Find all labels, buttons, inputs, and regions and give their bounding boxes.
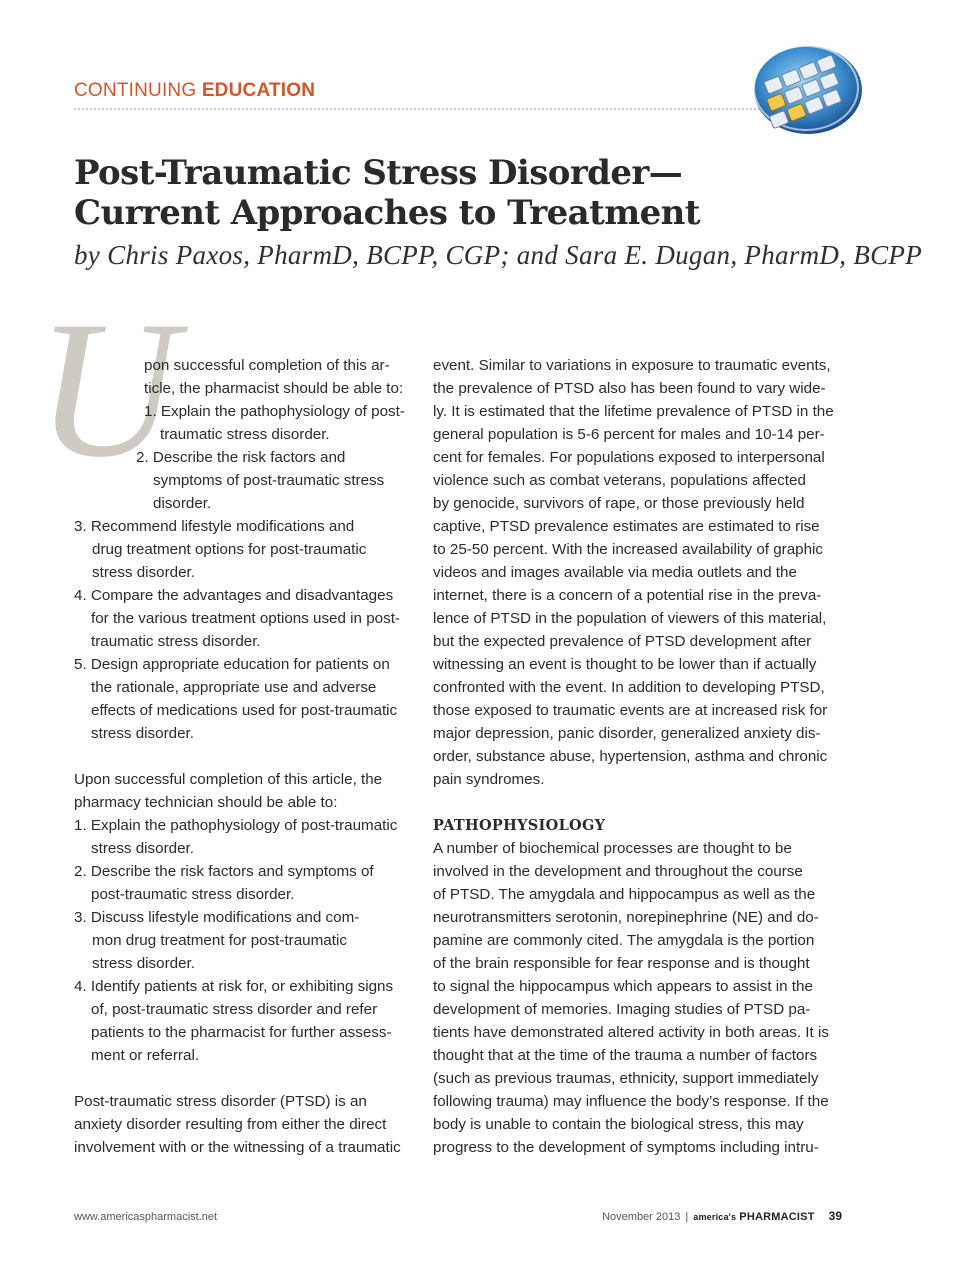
left-line: stress disorder.	[91, 725, 194, 742]
intro-line: captive, PTSD prevalence estimates are estimated to rise	[433, 518, 820, 535]
pathophysiology-heading: PATHOPHYSIOLOGY	[433, 817, 606, 834]
patho-line: following trauma) may influence the body’s response. If the	[433, 1093, 829, 1110]
patho-line: of the brain responsible for fear response and is thought	[433, 955, 810, 972]
left-line: 4. Compare the advantages and disadvantages	[74, 587, 394, 604]
intro-line: pain syndromes.	[433, 771, 545, 788]
header-divider	[74, 108, 764, 110]
intro-line: those exposed to traumatic events are at increased risk for	[433, 702, 828, 719]
patho-line: thought that at the time of the trauma a number of factors	[433, 1047, 818, 1064]
left-line: symptoms of post-traumatic stress	[153, 472, 385, 489]
left-line: drug treatment options for post-traumatic	[92, 541, 367, 558]
page-number: 39	[828, 1209, 842, 1223]
left-line: stress disorder.	[91, 840, 194, 857]
patho-line: A number of biochemical processes are thought to be	[433, 840, 792, 857]
left-line: 2. Describe the risk factors and	[136, 449, 346, 466]
intro-line: major depression, panic disorder, generalized anxiety dis-	[433, 725, 821, 742]
left-line: anxiety disorder resulting from either the direct	[74, 1116, 387, 1133]
drop-cap: U	[36, 281, 178, 498]
intro-line: violence such as combat veterans, populations affected	[433, 472, 806, 489]
patho-line: (such as previous traumas, ethnicity, support immediately	[433, 1070, 819, 1087]
left-line: post-traumatic stress disorder.	[91, 886, 295, 903]
left-line: traumatic stress disorder.	[91, 633, 261, 650]
left-line: involvement with or the witnessing of a traumatic	[74, 1139, 401, 1156]
article-title-line1: Post-Traumatic Stress Disorder—	[74, 153, 683, 193]
intro-line: confronted with the event. In addition to developing PTSD,	[433, 679, 825, 696]
left-line	[74, 745, 419, 768]
intro-line: event. Similar to variations in exposure to traumatic events,	[433, 357, 831, 374]
article-byline: by Chris Paxos, PharmD, BCPP, CGP; and Sara E. Dugan, PharmD, BCPP	[74, 240, 923, 270]
left-line: of, post-traumatic stress disorder and refer	[91, 1001, 378, 1018]
intro-line: cent for females. For populations exposed to interpersonal	[433, 449, 825, 466]
left-line: 4. Identify patients at risk for, or exhibiting signs	[74, 978, 394, 995]
article-title	[74, 153, 700, 233]
left-line: 3. Discuss lifestyle modifications and com-	[74, 909, 360, 926]
section-label	[74, 80, 315, 102]
left-line: 5. Design appropriate education for patients on	[74, 656, 390, 673]
left-line: for the various treatment options used in post-	[91, 610, 400, 627]
intro-continued	[433, 354, 845, 791]
left-line: stress disorder.	[92, 955, 195, 972]
left-line: ment or referral.	[91, 1047, 200, 1064]
left-line: 1. Explain the pathophysiology of post-traumatic	[74, 817, 398, 834]
patho-line: tients have demonstrated altered activity in both areas. It is	[433, 1024, 829, 1041]
left-line: the rationale, appropriate use and adverse	[91, 679, 377, 696]
section-label-bold: EDUCATION	[201, 80, 316, 101]
intro-line: by genocide, survivors of rape, or those previously held	[433, 495, 805, 512]
left-line: pon successful completion of this ar-	[144, 357, 390, 374]
left-line: mon drug treatment for post-traumatic	[92, 932, 347, 949]
left-line: disorder.	[153, 495, 212, 512]
left-column	[74, 354, 419, 1159]
left-line: 1. Explain the pathophysiology of post-	[144, 403, 405, 420]
patho-line: pamine are commonly cited. The amygdala is the portion	[433, 932, 815, 949]
intro-line: general population is 5-6 percent for males and 10-14 per-	[433, 426, 825, 443]
intro-line: witnessing an event is thought to be lower than if actually	[433, 656, 817, 673]
left-line	[74, 1067, 419, 1090]
left-line: 2. Describe the risk factors and symptoms of	[74, 863, 374, 880]
right-column	[433, 354, 845, 1159]
footer-brand-second: PHARMACIST	[739, 1211, 815, 1223]
section-label-plain: CONTINUING	[74, 80, 202, 101]
intro-line: videos and images available via media outlets and the	[433, 564, 797, 581]
left-line: patients to the pharmacist for further assess-	[91, 1024, 392, 1041]
footer-brand-first: america's	[693, 1212, 737, 1222]
intro-line: ly. It is estimated that the lifetime prevalence of PTSD in the	[433, 403, 834, 420]
left-line: stress disorder.	[92, 564, 195, 581]
footer-date: November 2013	[602, 1211, 681, 1223]
intro-line: internet, there is a concern of a potential rise in the preva-	[433, 587, 822, 604]
keyboard-keys-icon	[748, 44, 864, 136]
left-line: Upon successful completion of this article, the	[74, 771, 383, 788]
patho-line: involved in the development and throughout the course	[433, 863, 803, 880]
intro-line: to 25-50 percent. With the increased availability of graphic	[433, 541, 824, 558]
patho-line: progress to the development of symptoms including intru-	[433, 1139, 819, 1156]
intro-line: lence of PTSD in the population of viewers of this material,	[433, 610, 827, 627]
patho-line: development of memories. Imaging studies of PTSD pa-	[433, 1001, 811, 1018]
patho-line: of PTSD. The amygdala and hippocampus as well as the	[433, 886, 816, 903]
intro-line: the prevalence of PTSD also has been found to vary wide-	[433, 380, 826, 397]
intro-line: but the expected prevalence of PTSD development after	[433, 633, 812, 650]
left-line: Post-traumatic stress disorder (PTSD) is an	[74, 1093, 367, 1110]
left-line: pharmacy technician should be able to:	[74, 794, 338, 811]
patho-line: to signal the hippocampus which appears to assist in the	[433, 978, 813, 995]
left-line: ticle, the pharmacist should be able to:	[144, 380, 404, 397]
footer-separator: |	[685, 1211, 689, 1223]
pathophysiology-body	[433, 837, 845, 1159]
left-line: traumatic stress disorder.	[160, 426, 330, 443]
article-title-line2: Current Approaches to Treatment	[74, 193, 700, 233]
left-line: 3. Recommend lifestyle modifications and	[74, 518, 355, 535]
footer-website: www.americaspharmacist.net	[74, 1211, 218, 1223]
footer-publication	[602, 1209, 842, 1223]
patho-line: neurotransmitters serotonin, norepinephrine (NE) and do-	[433, 909, 819, 926]
paragraph-gap	[433, 791, 845, 814]
intro-line: order, substance abuse, hypertension, asthma and chronic	[433, 748, 828, 765]
patho-line: body is unable to contain the biological stress, this may	[433, 1116, 804, 1133]
left-line: effects of medications used for post-traumatic	[91, 702, 398, 719]
